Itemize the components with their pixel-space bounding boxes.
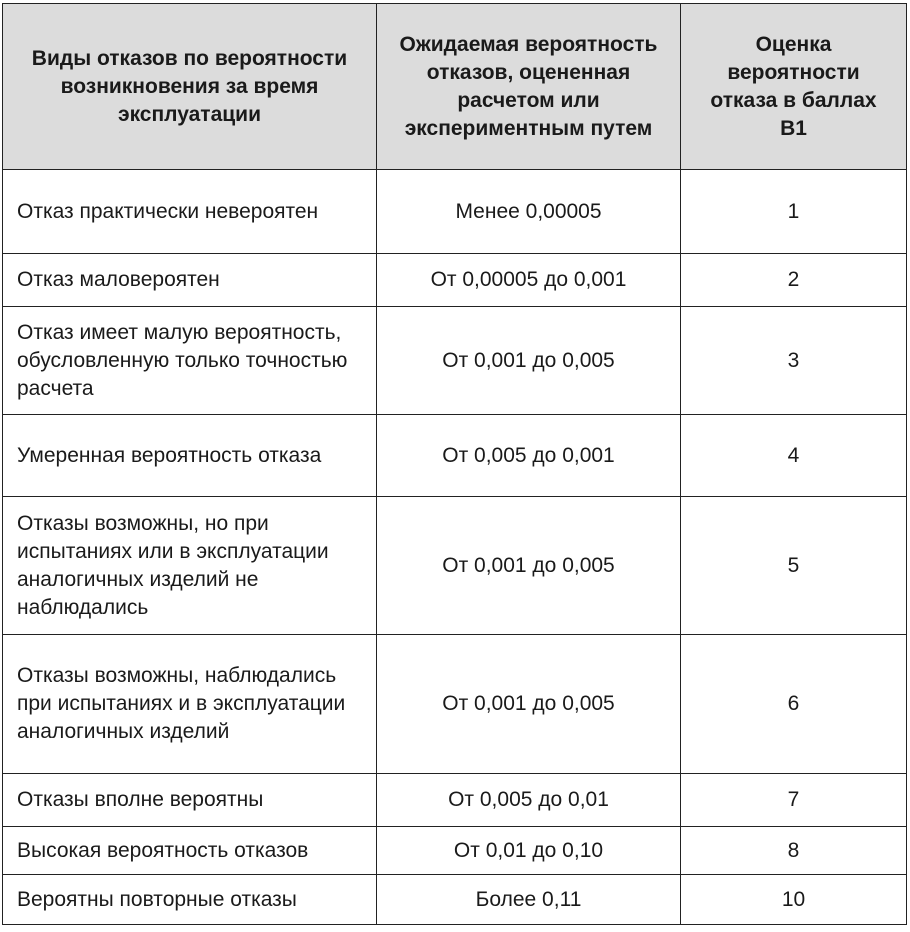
probability-cell: От 0,001 до 0,005 (377, 497, 681, 635)
probability-cell: От 0,00005 до 0,001 (377, 254, 681, 307)
failure-type-cell: Вероятны повторные отказы (3, 875, 377, 925)
table-body (3, 170, 907, 925)
table-row (3, 307, 907, 415)
failure-probability-table (2, 3, 907, 925)
header-expected-probability: Ожидаемая вероятность отказов, оцененная расчетом или экспериментным путем (377, 4, 681, 170)
probability-cell: От 0,01 до 0,10 (377, 827, 681, 875)
table-row (3, 415, 907, 497)
score-cell: 4 (681, 415, 907, 497)
header-probability-score: Оценка вероятности отказа в баллах В1 (681, 4, 907, 170)
failure-type-cell: Отказы возможны, но при испытаниях или в эксплуатации аналогичных изделий не наблюдались (3, 497, 377, 635)
table-row (3, 497, 907, 635)
table-header (3, 4, 907, 170)
probability-cell: От 0,005 до 0,01 (377, 774, 681, 827)
table-row (3, 254, 907, 307)
score-cell: 6 (681, 635, 907, 774)
table-row (3, 827, 907, 875)
probability-cell: От 0,001 до 0,005 (377, 307, 681, 415)
table-row (3, 774, 907, 827)
table-row (3, 170, 907, 254)
table-row (3, 635, 907, 774)
score-cell: 1 (681, 170, 907, 254)
failure-type-cell: Отказ маловероятен (3, 254, 377, 307)
probability-cell: Более 0,11 (377, 875, 681, 925)
failure-type-cell: Отказы вполне вероятны (3, 774, 377, 827)
score-cell: 7 (681, 774, 907, 827)
header-failure-type: Виды отказов по вероятности возникновения за время эксплуатации (3, 4, 377, 170)
failure-type-cell: Отказы возможны, наблюдались при испытаниях и в эксплуатации аналогичных изделий (3, 635, 377, 774)
table-row (3, 875, 907, 925)
failure-type-cell: Отказ практически невероятен (3, 170, 377, 254)
header-row (3, 4, 907, 170)
probability-cell: Менее 0,00005 (377, 170, 681, 254)
failure-type-cell: Отказ имеет малую вероятность, обусловленную только точностью расчета (3, 307, 377, 415)
probability-cell: От 0,001 до 0,005 (377, 635, 681, 774)
score-cell: 5 (681, 497, 907, 635)
probability-cell: От 0,005 до 0,001 (377, 415, 681, 497)
score-cell: 3 (681, 307, 907, 415)
score-cell: 8 (681, 827, 907, 875)
failure-type-cell: Высокая вероятность отказов (3, 827, 377, 875)
score-cell: 2 (681, 254, 907, 307)
failure-type-cell: Умеренная вероятность отказа (3, 415, 377, 497)
score-cell: 10 (681, 875, 907, 925)
